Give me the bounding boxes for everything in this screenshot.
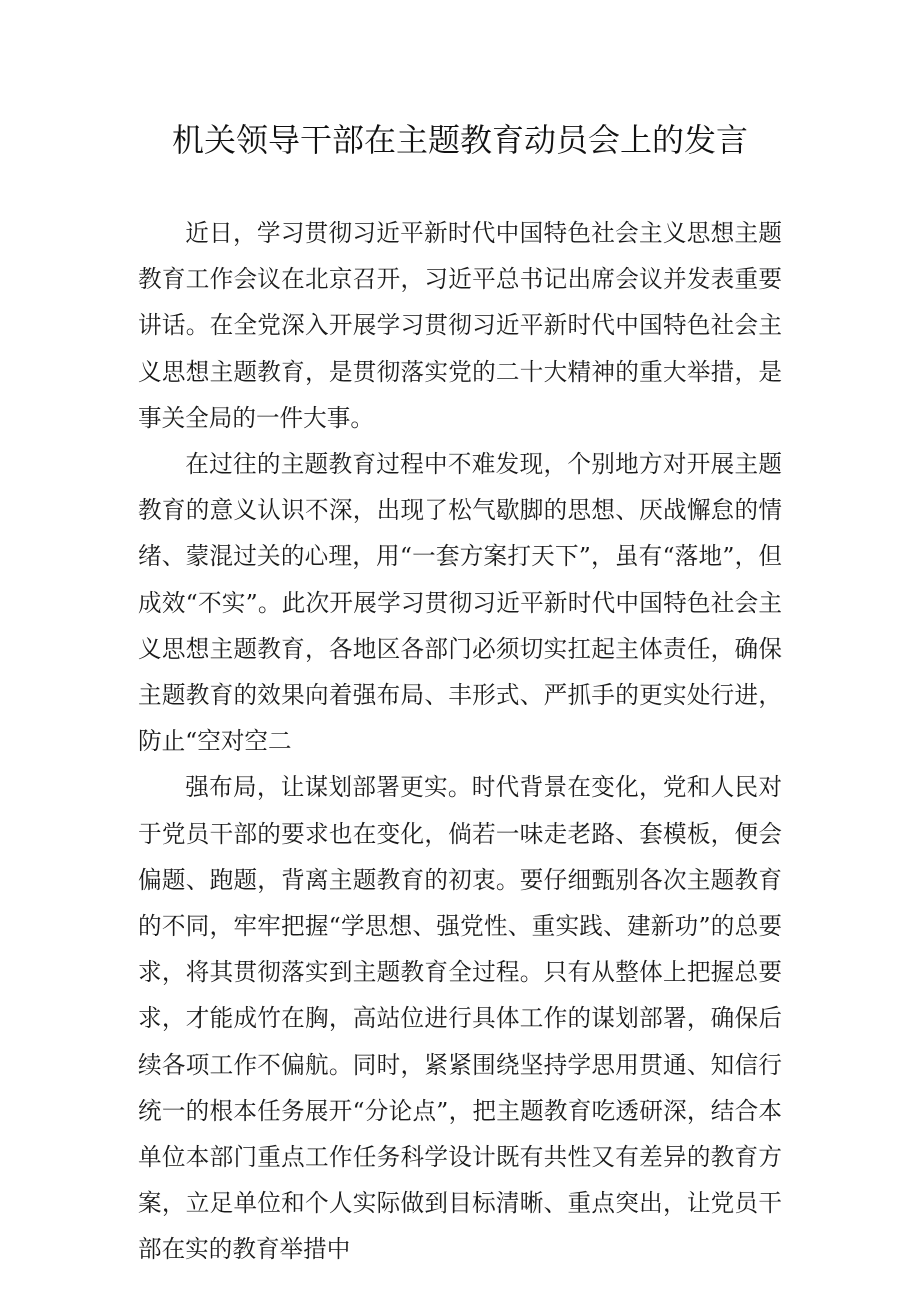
paragraph-3: 强布局，让谋划部署更实。时代背景在变化，党和人民对于党员干部的要求也在变化，倘若一味走老路、套模板，便会偏题、跑题，背离主题教育的初衷。要仔细甄别各次主题教育的不同，牢牢把握“学思想、强党性、重实践、建新功”的总要求，将其贯彻落实到主题教育全过程。只有从整体上把握总要求，才能成竹在胸，高站位进行具体工作的谋划部署，确保后续各项工作不偏航。同时，紧紧围绕坚持学思用贯通、知信行统一的根本任务展开“分论点”，把主题教育吃透研深，结合本单位本部门重点工作任务科学设计既有共性又有差异的教育方案，立足单位和个人实际做到目标清晰、重点突出，让党员干部在实的教育举措中: [138, 773, 782, 1264]
paragraph-1: 近日，学习贯彻习近平新时代中国特色社会主义思想主题教育工作会议在北京召开，习近平总书记出席会议并发表重要讲话。在全党深入开展学习贯彻习近平新时代中国特色社会主义思想主题教育，是贯彻落实党的二十大精神的重大举措，是事关全局的一件大事。: [138, 219, 782, 432]
document-title: 机关领导干部在主题教育动员会上的发言: [171, 121, 748, 159]
document-body: [138, 210, 782, 1273]
paragraph-2: 在过往的主题教育过程中不难发现，个别地方对开展主题教育的意义认识不深，出现了松气歇脚的思想、厌战懈怠的情绪、蒙混过关的心理，用“一套方案打天下”，虽有“落地”，但成效“不实”。此次开展学习贯彻习近平新时代中国特色社会主义思想主题教育，各地区各部门必须切实扛起主体责任，确保主题教育的效果向着强布局、丰形式、严抓手的更实处行进，防止“空对空二: [138, 450, 782, 756]
